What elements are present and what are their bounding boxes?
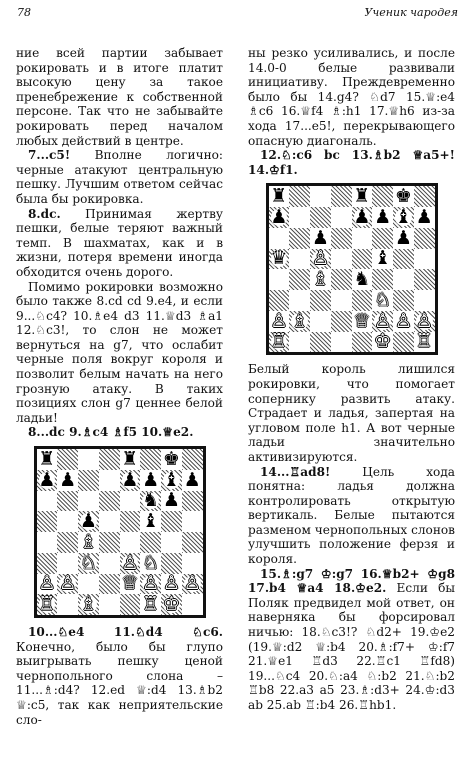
board-square (393, 290, 414, 311)
board-square (120, 511, 141, 532)
black-pawn-icon: ♟ (142, 468, 160, 491)
board-square (37, 511, 58, 532)
white-pawn-icon: ♙ (59, 572, 77, 595)
board-square (182, 491, 203, 512)
paragraph (16, 148, 223, 206)
white-king-icon: ♔ (162, 593, 180, 616)
board-square (120, 532, 141, 553)
board-square (310, 269, 331, 290)
board-square (393, 332, 414, 353)
white-bishop-icon: ♗ (311, 268, 329, 291)
board-square (310, 207, 331, 228)
board-square (414, 228, 435, 249)
board-square (57, 594, 78, 615)
white-queen-icon: ♕ (353, 309, 371, 332)
board-square (37, 553, 58, 574)
board-square (140, 511, 161, 532)
black-rook-icon: ♜ (121, 447, 139, 470)
board-square (393, 311, 414, 332)
board-square (414, 332, 435, 353)
board-square (352, 311, 373, 332)
board-square (372, 332, 393, 353)
board-square (393, 207, 414, 228)
board-square (140, 470, 161, 491)
board-square (37, 491, 58, 512)
white-rook-icon: ♖ (415, 330, 433, 353)
board-square (269, 207, 290, 228)
black-rook-icon: ♜ (270, 185, 288, 208)
right-column (248, 46, 455, 713)
move-lead: 10...♘e4 11.♘d4 ♘c6. (28, 625, 223, 640)
white-knight-icon: ♘ (374, 288, 392, 311)
board-square (99, 470, 120, 491)
white-pawn-icon: ♙ (415, 309, 433, 332)
paragraph-text: Конечно, было бы глупо выигрывать пешку ценой чернопольного слона – 11...♗:d4? 12.ed ♕:d4 13.♗b2 ♕:c5, так как неприятельские сло- (16, 639, 223, 727)
board-square (372, 207, 393, 228)
board-square (99, 532, 120, 553)
black-pawn-icon: ♟ (353, 205, 371, 228)
black-pawn-icon: ♟ (38, 468, 56, 491)
paragraph-text: 8...dc 9.♗c4 ♗f5 10.♕e2. (28, 425, 194, 440)
black-pawn-icon: ♟ (183, 468, 201, 491)
board-square (99, 574, 120, 595)
move-line (248, 148, 455, 177)
board-square (161, 491, 182, 512)
board-square (99, 449, 120, 470)
board-square (120, 491, 141, 512)
black-pawn-icon: ♟ (59, 468, 77, 491)
board-square (57, 449, 78, 470)
board-square (140, 449, 161, 470)
black-bishop-icon: ♝ (162, 468, 180, 491)
white-pawn-icon: ♙ (311, 247, 329, 270)
board-square (140, 532, 161, 553)
move-lead: 14...♖ad8! (260, 464, 331, 479)
board-square (37, 449, 58, 470)
move-lead: 7...c5! (28, 148, 71, 163)
board-square (289, 290, 310, 311)
black-pawn-icon: ♟ (121, 468, 139, 491)
black-pawn-icon: ♟ (270, 205, 288, 228)
board-square (269, 332, 290, 353)
black-rook-icon: ♜ (38, 447, 56, 470)
board-square (120, 470, 141, 491)
board-square (37, 470, 58, 491)
board-square (331, 186, 352, 207)
board-square (393, 186, 414, 207)
board-square (414, 290, 435, 311)
board-square (372, 186, 393, 207)
board-square (57, 532, 78, 553)
board-square (120, 553, 141, 574)
board-square (310, 249, 331, 270)
board-square (310, 290, 331, 311)
board-square (310, 228, 331, 249)
board-square (269, 249, 290, 270)
board-square (161, 574, 182, 595)
paragraph (248, 362, 455, 464)
black-pawn-icon: ♟ (415, 205, 433, 228)
move-lead: 8.dc. (28, 206, 61, 221)
board-square (120, 594, 141, 615)
white-bishop-icon: ♗ (79, 530, 97, 553)
board-square (140, 594, 161, 615)
board-square (352, 207, 373, 228)
board-square (78, 449, 99, 470)
board-square (331, 249, 352, 270)
board-square (289, 311, 310, 332)
page-number: 78 (17, 6, 31, 19)
white-bishop-icon: ♗ (79, 593, 97, 616)
paragraph-text: Если бы Поляк предвидел мой ответ, он наверняка бы форсировал ничью: 18.♘c3!? ♘d2+ 19.♔e2 (19.♕:d2 ♕:b4 20.♗:f7+ ♔:f7 21.♕e1 ♖d3 22.♖c1 ♖fd8) 19...♘c4 20.♘:a4 ♘:b2 21.♘:b2 ♖b8 22.a3 a5 23.♗:d3+ 24.♔:d3 ab 25.ab ♖:b4 26.♖hb1. (248, 581, 455, 712)
board-square (289, 269, 310, 290)
board-square (372, 228, 393, 249)
board-square (140, 574, 161, 595)
running-title: Ученик чародея (364, 6, 458, 19)
chess-diagram (248, 183, 455, 355)
board-square (352, 186, 373, 207)
board-square (57, 574, 78, 595)
white-bishop-icon: ♗ (291, 309, 309, 332)
paragraph-text: Белый король лишился рокировки, что помогает сопернику развить атаку. Страдает и ладья, запертая на угловом поле h1. А вот черные ладьи значительно активизируются. (248, 362, 455, 464)
board-square (78, 511, 99, 532)
board-square (78, 532, 99, 553)
black-bishop-icon: ♝ (374, 247, 392, 270)
board-square (140, 553, 161, 574)
board-square (393, 249, 414, 270)
chess-diagram (16, 446, 223, 618)
board-square (78, 574, 99, 595)
board-square (393, 228, 414, 249)
paragraph (248, 46, 455, 148)
board-square (78, 553, 99, 574)
board-square (182, 470, 203, 491)
paragraph-text: Помимо рокировки возможно было также 8.cd cd 9.e4, и если 9...♘c4? 10.♗e4 d3 11.♕d3 ♗a1 12.♘c3!, то слон не может вернуться на g7, что ослабит черные поля вокруг короля и позволит белым начать на него грозную атаку. В таких позициях слон g7 ценнее белой ладьи! (16, 279, 223, 425)
white-pawn-icon: ♙ (142, 572, 160, 595)
black-pawn-icon: ♟ (394, 226, 412, 249)
board-square (182, 511, 203, 532)
black-knight-icon: ♞ (353, 268, 371, 291)
paragraph-text: Принимая жертву пешки, белые теряют важный темп. В шахматах, как и в жизни, потеря времени иногда обходится очень дорого. (16, 206, 223, 279)
move-lead: 15.♗:g7 ♔:g7 16.♕b2+ ♔g8 17.b4 ♕a4 18.♔e2. (248, 566, 455, 596)
board-square (414, 311, 435, 332)
board-square (372, 311, 393, 332)
paragraph (16, 207, 223, 280)
white-pawn-icon: ♙ (394, 309, 412, 332)
board-square (372, 290, 393, 311)
board-square (352, 249, 373, 270)
board-square (57, 553, 78, 574)
board-square (182, 449, 203, 470)
paragraph-text: Вполне логично: черные атакуют центральную пешку. Лучшим ответом сейчас была бы рокировка. (16, 148, 223, 206)
board-square (78, 594, 99, 615)
paragraph-text: ны резко усиливались, и после 14.0-0 белые развивали инициативу. Преждевременно было бы 14.g4? ♘d7 15.♕:e4 ♗c6 16.♕f4 ♗:h1 17.♕h6 из-за хода 17...e5!, перекрывающего опасную диагональ. (248, 46, 455, 148)
white-pawn-icon: ♙ (38, 572, 56, 595)
board-square (78, 491, 99, 512)
board-square (57, 491, 78, 512)
board-square (414, 207, 435, 228)
paragraph-text: 12.♘:c6 bc 13.♗b2 ♕a5+! 14.♔f1. (248, 148, 455, 177)
board-square (414, 186, 435, 207)
board-square (37, 532, 58, 553)
black-rook-icon: ♜ (353, 185, 371, 208)
board-square (161, 553, 182, 574)
board-square (352, 332, 373, 353)
board-square (269, 228, 290, 249)
board-square (352, 290, 373, 311)
board-square (120, 449, 141, 470)
board-square (393, 269, 414, 290)
board-square (289, 207, 310, 228)
board-square (352, 269, 373, 290)
board-square (372, 269, 393, 290)
board-square (269, 290, 290, 311)
board-square (289, 249, 310, 270)
board-square (269, 186, 290, 207)
paragraph-text: ние всей партии забывает рокировать и в итоге платит высокую цену за такое пренебрежение к собственной персоне. Так что не забывайте рокировать перед началом любых действий в центре. (16, 46, 223, 148)
board-square (161, 511, 182, 532)
black-pawn-icon: ♟ (311, 226, 329, 249)
board-square (331, 228, 352, 249)
board-square (99, 594, 120, 615)
black-bishop-icon: ♝ (142, 510, 160, 533)
board-square (182, 553, 203, 574)
board-square (289, 332, 310, 353)
board-square (331, 311, 352, 332)
chess-board (34, 446, 206, 618)
white-pawn-icon: ♙ (270, 309, 288, 332)
board-square (331, 290, 352, 311)
board-square (352, 228, 373, 249)
paragraph (248, 465, 455, 567)
board-square (99, 491, 120, 512)
white-pawn-icon: ♙ (374, 309, 392, 332)
board-square (37, 574, 58, 595)
black-pawn-icon: ♟ (162, 489, 180, 512)
board-square (414, 269, 435, 290)
white-pawn-icon: ♙ (183, 572, 201, 595)
board-square (269, 269, 290, 290)
paragraph-text: Цель хода понятна: ладья должна контролировать открытую вертикаль. Белые пытаются разменом чернопольных слонов улучшить положение ферзя и короля. (248, 464, 455, 567)
board-square (182, 532, 203, 553)
paragraph (16, 46, 223, 148)
chess-board (266, 183, 438, 355)
board-square (161, 449, 182, 470)
white-knight-icon: ♘ (79, 551, 97, 574)
black-king-icon: ♚ (394, 185, 412, 208)
board-square (289, 228, 310, 249)
board-square (289, 186, 310, 207)
board-square (161, 594, 182, 615)
board-square (161, 532, 182, 553)
white-king-icon: ♔ (374, 330, 392, 353)
board-square (414, 249, 435, 270)
left-column (16, 46, 223, 727)
board-square (182, 574, 203, 595)
board-square (161, 470, 182, 491)
board-square (57, 470, 78, 491)
board-square (37, 594, 58, 615)
black-king-icon: ♚ (162, 447, 180, 470)
board-square (182, 594, 203, 615)
paragraph (16, 625, 223, 727)
board-square (310, 186, 331, 207)
paragraph (16, 280, 223, 426)
black-pawn-icon: ♟ (79, 510, 97, 533)
white-queen-icon: ♕ (121, 572, 139, 595)
board-square (99, 511, 120, 532)
board-square (269, 311, 290, 332)
move-line (16, 425, 223, 440)
black-pawn-icon: ♟ (374, 205, 392, 228)
white-pawn-icon: ♙ (121, 551, 139, 574)
white-knight-icon: ♘ (142, 551, 160, 574)
board-square (310, 311, 331, 332)
board-square (57, 511, 78, 532)
white-pawn-icon: ♙ (162, 572, 180, 595)
board-square (310, 332, 331, 353)
white-rook-icon: ♖ (142, 593, 160, 616)
board-square (372, 249, 393, 270)
board-square (331, 207, 352, 228)
black-knight-icon: ♞ (142, 489, 160, 512)
black-bishop-icon: ♝ (394, 205, 412, 228)
white-rook-icon: ♖ (38, 593, 56, 616)
board-square (99, 553, 120, 574)
board-square (78, 470, 99, 491)
black-queen-icon: ♛ (270, 247, 288, 270)
paragraph (248, 567, 455, 713)
board-square (140, 491, 161, 512)
white-rook-icon: ♖ (270, 330, 288, 353)
board-square (120, 574, 141, 595)
board-square (331, 269, 352, 290)
board-square (331, 332, 352, 353)
